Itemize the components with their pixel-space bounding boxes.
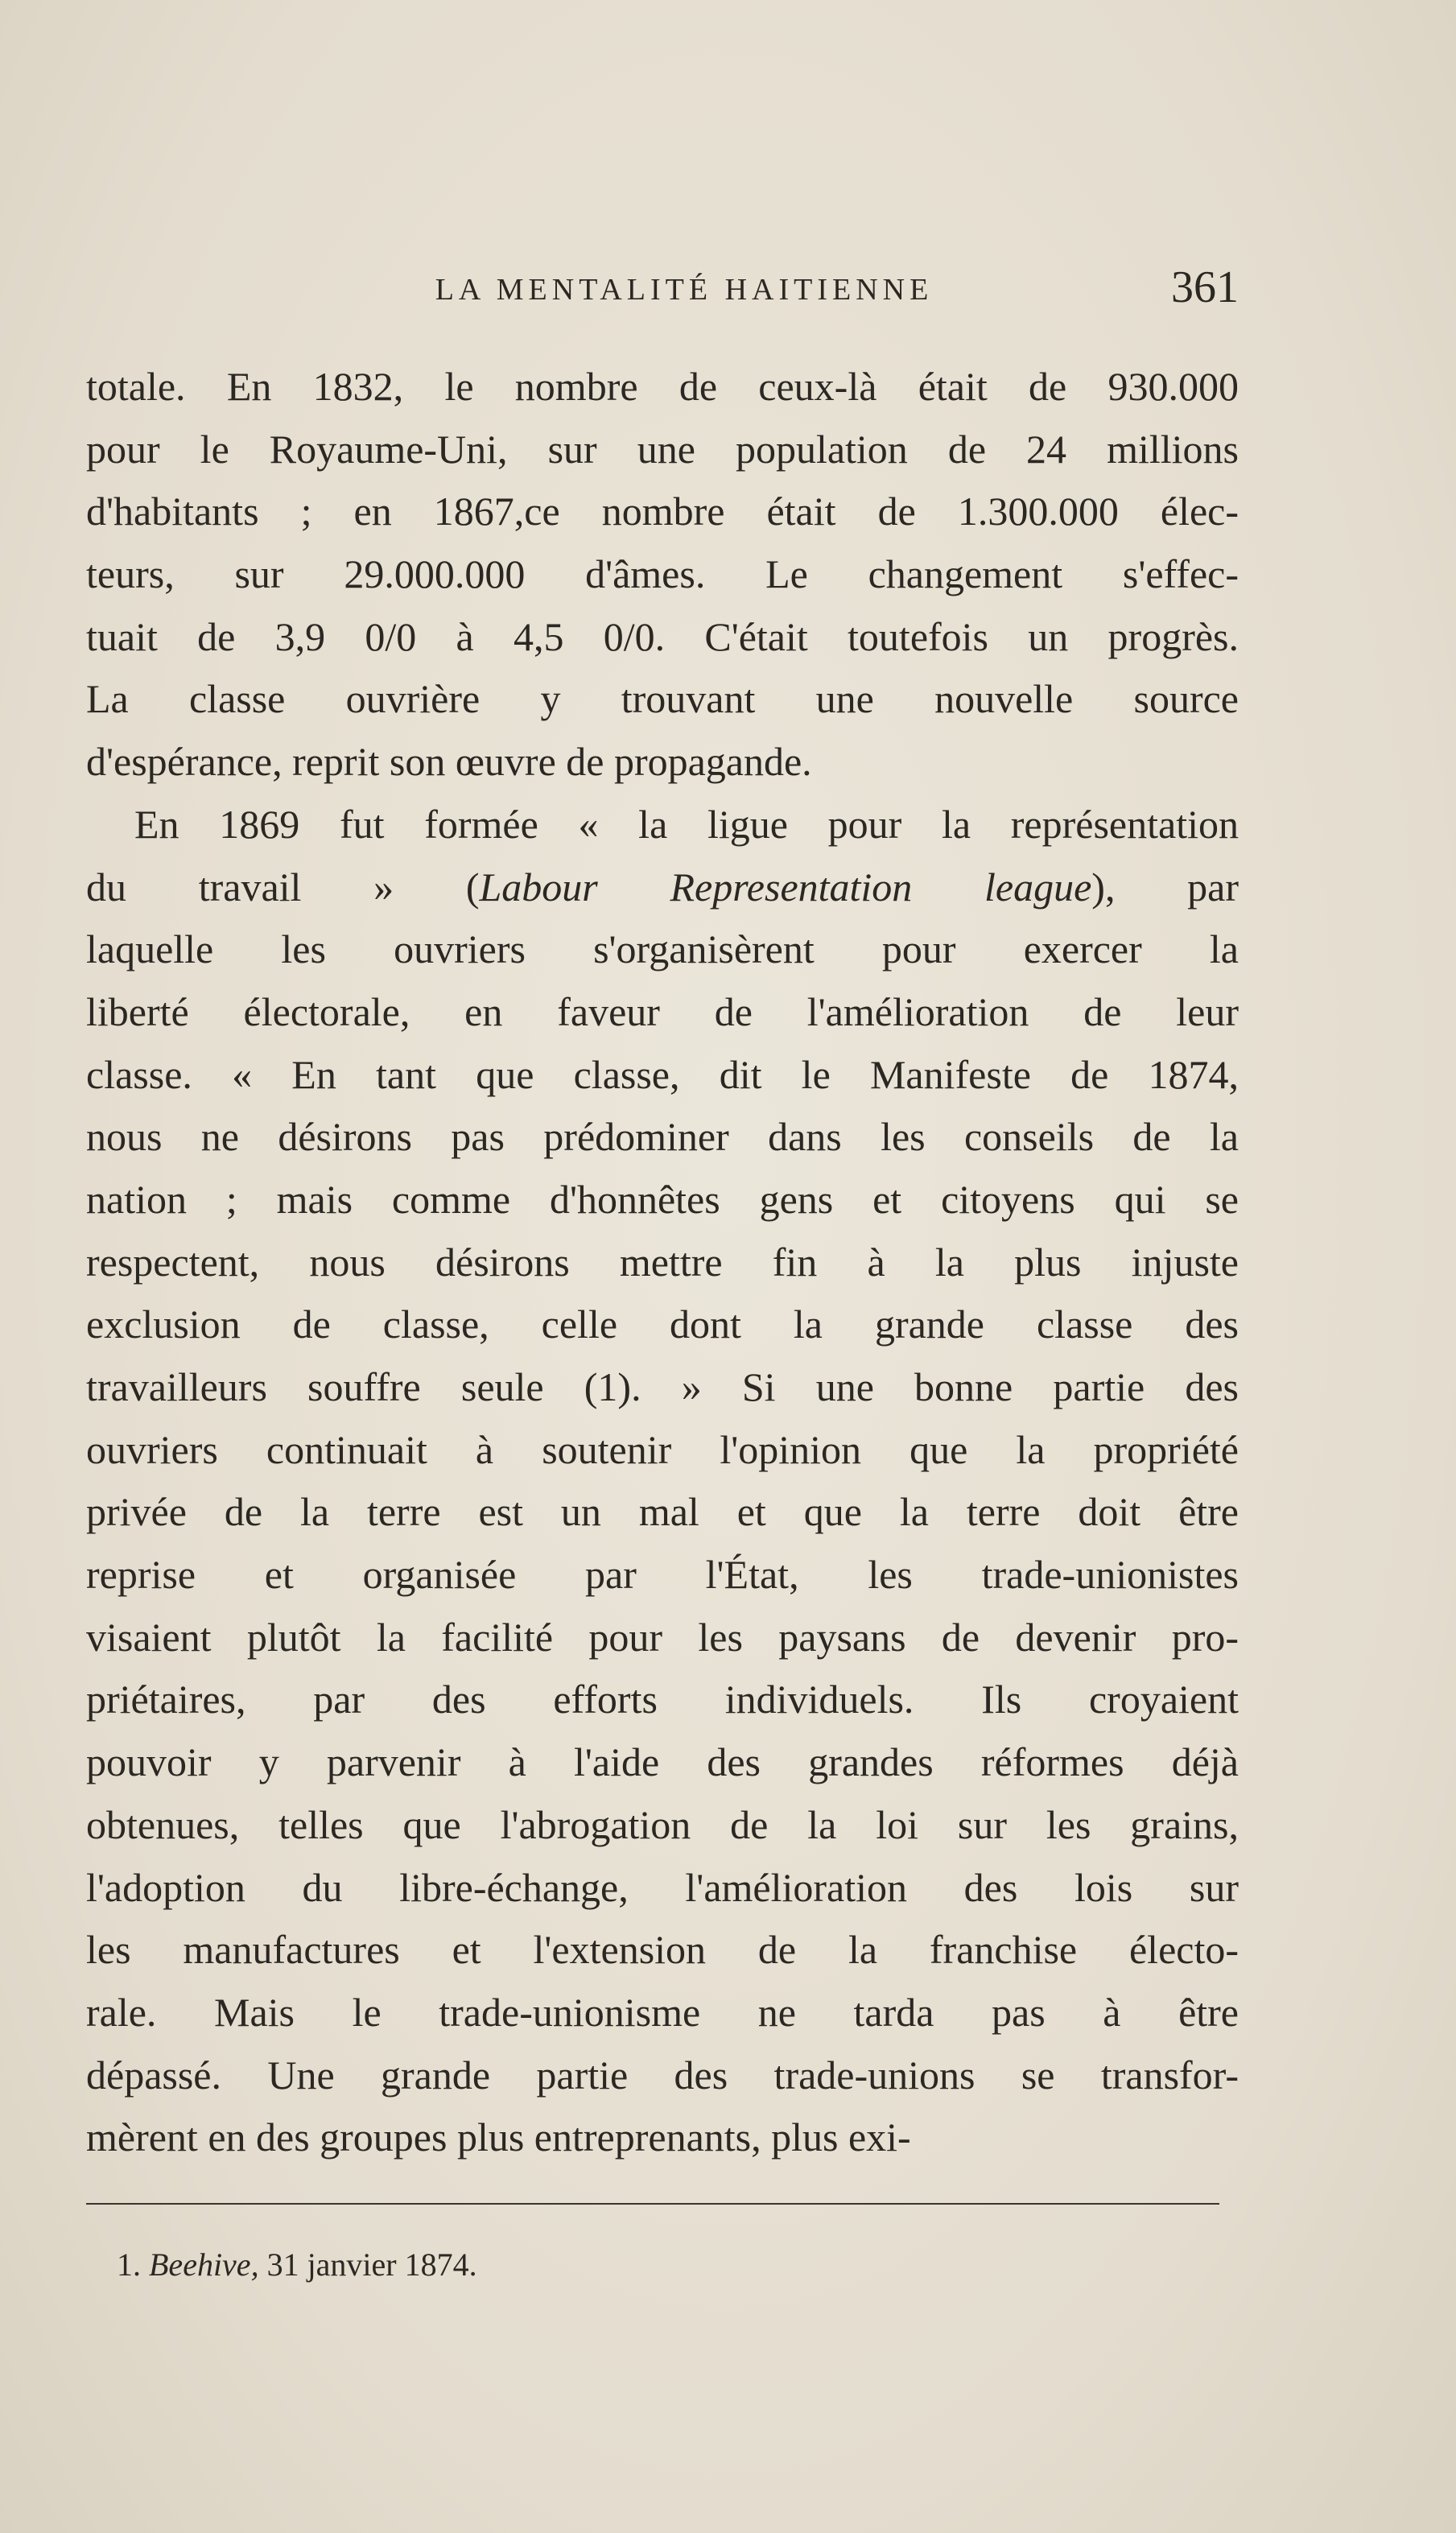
text-line: ouvriers continuait à soutenir l'opinion que la propriété — [86, 1426, 1239, 1472]
line-segment: ), par — [1091, 864, 1239, 910]
text-line: classe. « En tant que classe, dit le Manifeste de 1874, — [86, 1051, 1239, 1097]
footnote — [117, 2246, 477, 2283]
text-line: d'espérance, reprit son œuvre de propagande. — [86, 739, 812, 785]
text-line: nation ; mais comme d'honnêtes gens et citoyens qui se — [86, 1176, 1239, 1222]
text-line: teurs, sur 29.000.000 d'âmes. Le changement s'effec- — [86, 551, 1239, 597]
text-line: totale. En 1832, le nombre de ceux-là était de 930.000 — [86, 364, 1239, 409]
text-line: visaient plutôt la facilité pour les paysans de devenir pro- — [86, 1614, 1239, 1660]
footnote-divider — [86, 2203, 1219, 2205]
text-line: La classe ouvrière y trouvant une nouvelle source — [86, 676, 1239, 722]
footnote-source: Beehive, — [149, 2246, 259, 2283]
body-text — [86, 356, 1239, 2169]
line-segment: du travail » ( — [86, 864, 480, 910]
text-line: nous ne désirons pas prédominer dans les conseils de la — [86, 1114, 1239, 1160]
page-number: 361 — [1171, 262, 1239, 312]
text-line: obtenues, telles que l'abrogation de la loi sur les grains, — [86, 1801, 1239, 1847]
footnote-number: 1. — [117, 2246, 141, 2283]
text-line: rale. Mais le trade-unionisme ne tarda pas à être — [86, 1989, 1239, 2035]
text-line: les manufactures et l'extension de la franchise électo- — [86, 1927, 1239, 1973]
text-line: dépassé. Une grande partie des trade-unions se transfor- — [86, 2052, 1239, 2098]
text-line: pour le Royaume-Uni, sur une population de 24 millions — [86, 426, 1239, 472]
text-line: d'habitants ; en 1867,ce nombre était de 1.300.000 élec- — [86, 489, 1239, 534]
text-line: travailleurs souffre seule (1). » Si une bonne partie des — [86, 1364, 1239, 1409]
text-line: mèrent en des groupes plus entreprenants, plus exi- — [86, 2114, 911, 2160]
text-line: l'adoption du libre-échange, l'amélioration des lois sur — [86, 1864, 1239, 1910]
text-line: exclusion de classe, celle dont la grande classe des — [86, 1302, 1239, 1347]
text-line: tuait de 3,9 0/0 à 4,5 0/0. C'était toutefois un progrès. — [86, 613, 1239, 659]
text-line-with-italic — [86, 856, 1239, 919]
text-line: pouvoir y parvenir à l'aide des grandes réformes déjà — [86, 1739, 1239, 1785]
paragraph-start-line: En 1869 fut formée « la ligue pour la représentation — [134, 801, 1239, 847]
text-line: priétaires, par des efforts individuels. Ils croyaient — [86, 1677, 1239, 1722]
text-line: reprise et organisée par l'État, les trade-unionistes — [86, 1552, 1239, 1598]
text-line: respectent, nous désirons mettre fin à la plus injuste — [86, 1239, 1239, 1285]
text-line: laquelle les ouvriers s'organisèrent pour exercer la — [86, 926, 1239, 972]
footnote-date: 31 janvier 1874. — [266, 2246, 477, 2283]
running-header: LA MENTALITÉ HAITIENNE — [435, 273, 934, 307]
text-line: privée de la terre est un mal et que la terre doit être — [86, 1489, 1239, 1535]
italic-title: Labour Representation league — [479, 864, 1092, 910]
text-line: liberté électorale, en faveur de l'amélioration de leur — [86, 988, 1239, 1034]
